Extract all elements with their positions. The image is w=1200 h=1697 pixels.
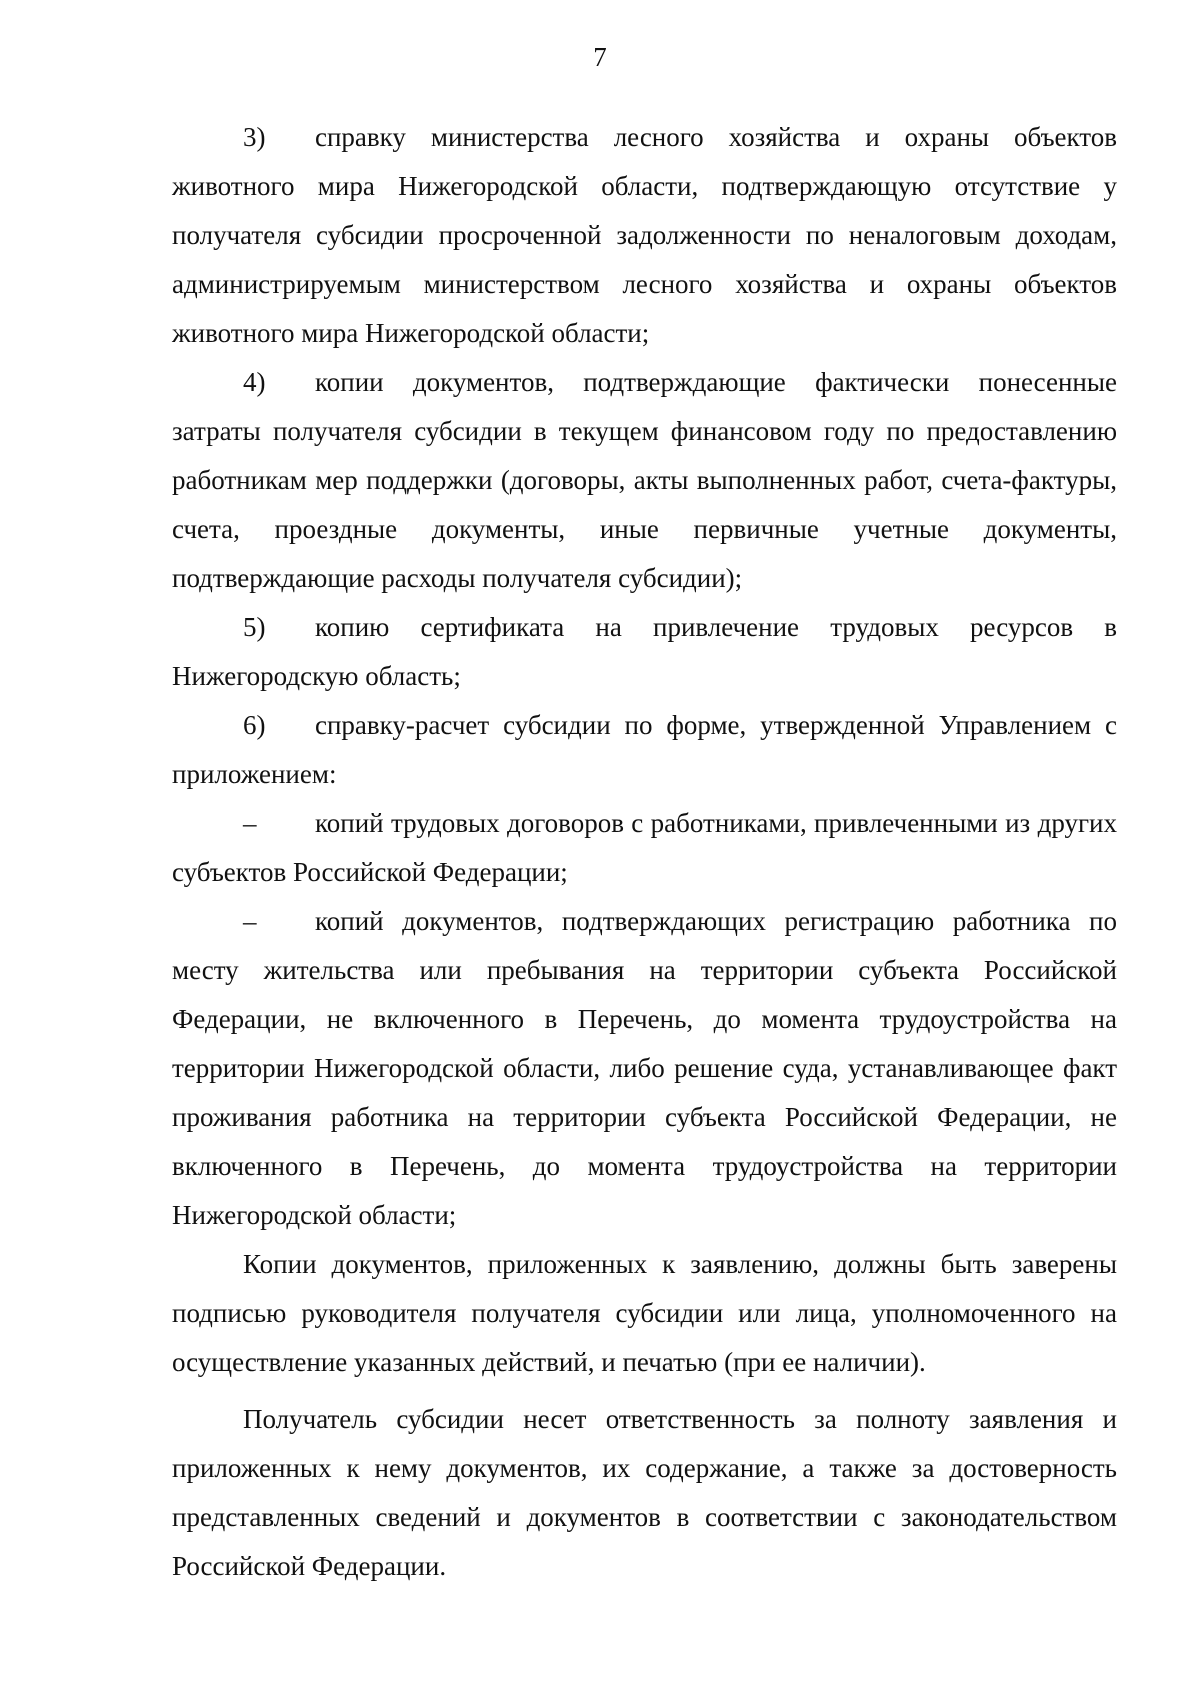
list-item-5	[172, 603, 1117, 701]
dash-marker: –	[243, 906, 257, 936]
sub-item-text: копий документов, подтверждающих регистрацию работника по месту жительства или пребывания на территории субъекта Российской Федерации, не включенного в Перечень, до момента трудоустройства на территории Нижегородской области, либо решение суда, устанавливающее факт проживания работника на территории субъекта Российской Федерации, не включенного в Перечень, до момента трудоустройства на территории Нижегородской области;	[172, 906, 1117, 1230]
list-marker: 5)	[243, 612, 266, 642]
sub-item-text: копий трудовых договоров с работниками, привлеченными из других субъектов Российской Федерации;	[172, 808, 1117, 887]
list-item-text: копии документов, подтверждающие фактически понесенные затраты получателя субсидии в текущем финансовом году по предоставлению работникам мер поддержки (договоры, акты выполненных работ, счета-фактуры, счета, проездные документы, иные первичные учетные документы, подтверждающие расходы получателя субсидии);	[172, 367, 1117, 593]
paragraph-responsibility: Получатель субсидии несет ответственность за полноту заявления и приложенных к нему документов, их содержание, а также за достоверность представленных сведений и документов в соответствии с законодательством Российской Федерации.	[172, 1404, 1117, 1581]
list-marker: 3)	[243, 122, 266, 152]
page-number: 7	[593, 42, 607, 72]
list-item-6	[172, 701, 1117, 799]
list-item-4	[172, 358, 1117, 603]
sub-item-dash-1	[172, 799, 1117, 897]
list-item-text: копию сертификата на привлечение трудовых ресурсов в Нижегородскую область;	[172, 612, 1117, 691]
list-item-text: справку-расчет субсидии по форме, утвержденной Управлением с приложением:	[172, 710, 1117, 789]
list-item-3	[172, 113, 1117, 358]
list-marker: 4)	[243, 367, 266, 397]
list-item-text: справку министерства лесного хозяйства и охраны объектов животного мира Нижегородской области, подтверждающую отсутствие у получателя субсидии просроченной задолженности по неналоговым доходам, администрируемым министерством лесного хозяйства и охраны объектов животного мира Нижегородской области;	[172, 122, 1117, 348]
sub-item-dash-2	[172, 897, 1117, 1240]
document-body	[172, 113, 1117, 1591]
dash-marker: –	[243, 808, 257, 838]
list-marker: 6)	[243, 710, 266, 740]
paragraph-certification: Копии документов, приложенных к заявлению, должны быть заверены подписью руководителя получателя субсидии или лица, уполномоченного на осуществление указанных действий, и печатью (при ее наличии).	[172, 1249, 1117, 1377]
